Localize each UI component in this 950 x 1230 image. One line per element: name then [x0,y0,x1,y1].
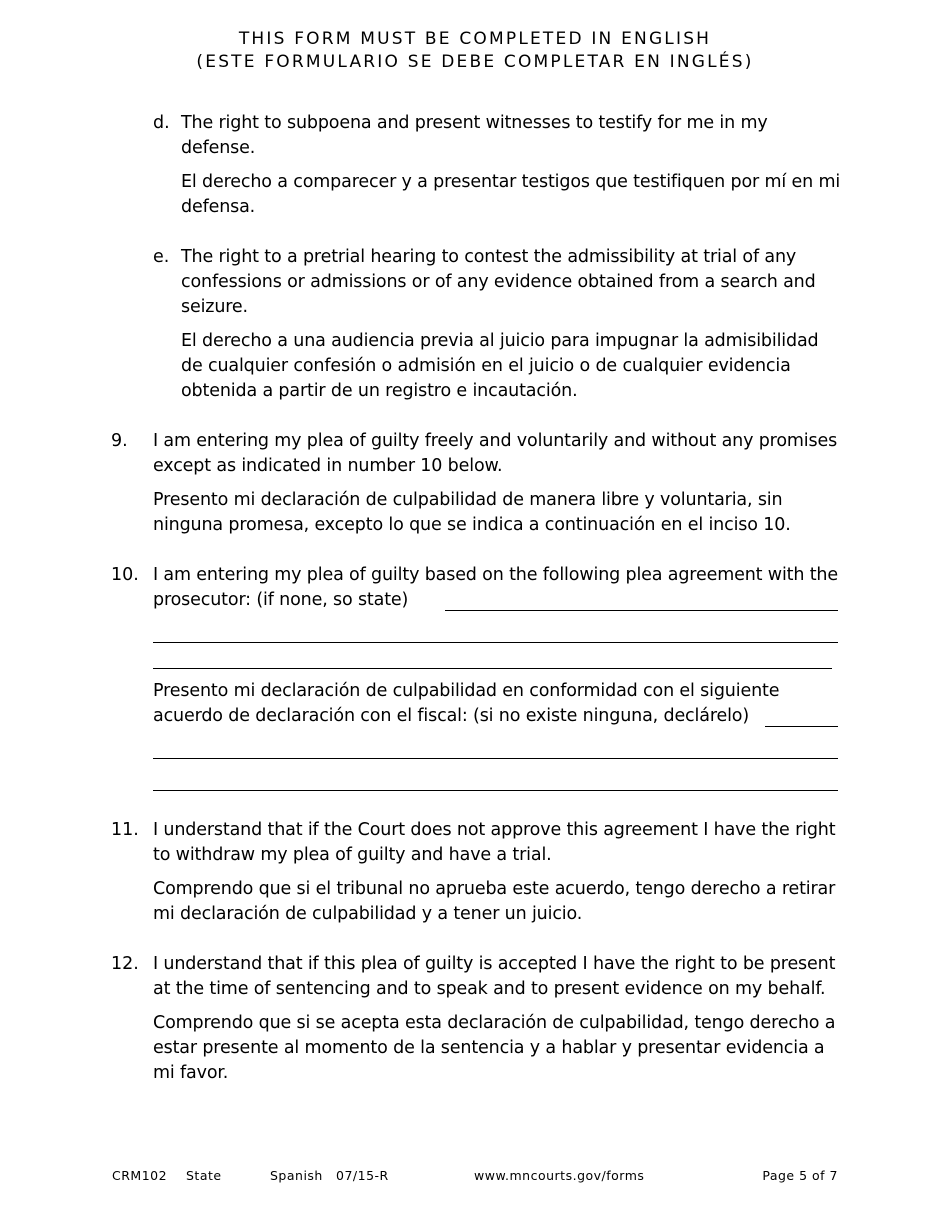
item-10-label: 10. [111,565,139,585]
item-12-english: I understand that if this plea of guilty is accepted I have the right to be present at the time of sentencing and to speak and to present evidence on my behalf. [153,954,836,999]
footer-language: Spanish [270,1168,323,1183]
header-english: THIS FORM MUST BE COMPLETED IN ENGLISH [238,29,712,49]
item-d-spanish: El derecho a comparecer y a presentar testigos que testifiquen por mí en mi defensa. [181,172,841,217]
footer-form-code: CRM102 [112,1168,168,1183]
item-9-english: I am entering my plea of guilty freely and voluntarily and without any promises except as indicated in number 10 below. [153,431,838,476]
item-12-label: 12. [111,954,139,974]
item-e-label: e. [153,247,170,267]
plea-agreement-line-1[interactable] [445,610,838,611]
item-11-spanish: Comprendo que si el tribunal no aprueba este acuerdo, tengo derecho a retirar mi declaración de culpabilidad y a tener un juicio. [153,879,836,924]
item-10-english: I am entering my plea of guilty based on the following plea agreement with the prosecutor: (if none, so state) [153,565,838,610]
item-12-spanish: Comprendo que si se acepta esta declaración de culpabilidad, tengo derecho a estar presente al momento de la sentencia y a hablar y presentar evidencia a mi favor. [153,1013,836,1083]
acuerdo-line-3[interactable] [153,790,838,791]
item-d-english: The right to subpoena and present witnesses to testify for me in my defense. [181,113,768,158]
plea-agreement-line-3[interactable] [153,668,832,669]
header-spanish: (ESTE FORMULARIO SE DEBE COMPLETAR EN INGLÉS) [196,52,754,72]
item-10-spanish: Presento mi declaración de culpabilidad en conformidad con el siguiente acuerdo de declaración con el fiscal: (si no existe ninguna, declárelo) [153,681,780,726]
plea-agreement-line-2[interactable] [153,642,838,643]
acuerdo-line-1[interactable] [765,726,838,727]
item-e-english: The right to a pretrial hearing to contest the admissibility at trial of any confessions or admissions or of any evidence obtained from a search and seizure. [181,247,816,317]
footer-revision: 07/15-R [336,1168,389,1183]
item-9-label: 9. [111,431,128,451]
item-d-label: d. [153,113,170,133]
item-11-label: 11. [111,820,139,840]
footer-state: State [186,1168,222,1183]
item-11-english: I understand that if the Court does not approve this agreement I have the right to withdraw my plea of guilty and have a trial. [153,820,836,865]
item-e-spanish: El derecho a una audiencia previa al juicio para impugnar la admisibilidad de cualquier confesión o admisión en el juicio o de cualquier evidencia obtenida a partir de un registro e incautación. [181,331,819,401]
footer-page-number: Page 5 of 7 [762,1168,838,1183]
footer-url[interactable]: www.mncourts.gov/forms [474,1168,645,1183]
acuerdo-line-2[interactable] [153,758,838,759]
item-9-spanish: Presento mi declaración de culpabilidad de manera libre y voluntaria, sin ninguna promesa, excepto lo que se indica a continuación en el inciso 10. [153,490,791,535]
form-header [0,28,950,74]
